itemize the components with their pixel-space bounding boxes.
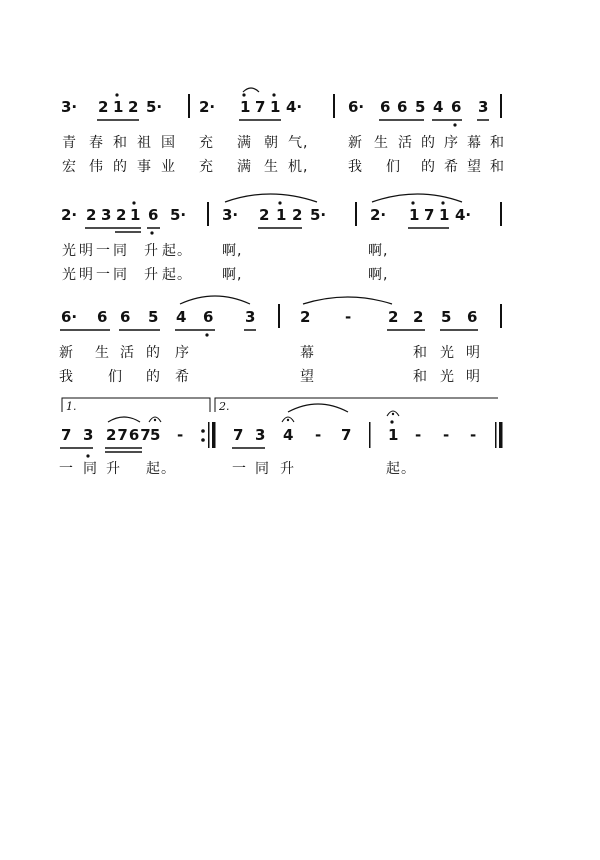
lyric: 明 <box>466 369 481 385</box>
volta-2-label: 2. <box>219 400 230 413</box>
note: 6 <box>451 98 462 116</box>
lyric: 生 <box>95 345 110 361</box>
lyric: 同 <box>113 243 128 259</box>
lyric: 生 <box>264 159 279 175</box>
lyric: 明 <box>466 345 481 361</box>
note: 2 <box>86 206 97 224</box>
lyric: 业 <box>161 159 176 175</box>
note: 5· <box>170 206 187 224</box>
lyric: 升 <box>144 267 159 283</box>
lyric: 伟 <box>89 159 104 175</box>
lyric: 同 <box>255 461 270 477</box>
score-system-2 <box>0 206 600 296</box>
lyric: 起。 <box>146 461 176 477</box>
lyric: 的 <box>421 159 436 175</box>
barline <box>333 94 335 118</box>
lyric: 充 <box>199 135 214 151</box>
note: 5· <box>310 206 327 224</box>
lyric: 活 <box>120 345 135 361</box>
lyric: 起。 <box>162 267 192 283</box>
barline <box>500 94 502 118</box>
lyric: 升 <box>106 461 121 477</box>
note: 4· <box>286 98 303 116</box>
note: 6 <box>97 308 108 326</box>
barline <box>355 202 357 226</box>
lyrics-verse-1 <box>0 342 600 362</box>
lyric: 新 <box>348 135 363 151</box>
note: 7 <box>61 426 72 444</box>
lyric: 起。 <box>386 461 416 477</box>
note: 2 <box>116 206 127 224</box>
note: 1 <box>113 98 124 116</box>
lyric: 朝 <box>264 135 279 151</box>
barline <box>188 94 190 118</box>
lyric: 啊, <box>368 243 389 259</box>
note: 1 <box>439 206 450 224</box>
note: 3· <box>61 98 78 116</box>
lyrics-verse-1 <box>0 240 600 260</box>
note: 4· <box>455 206 472 224</box>
lyric: 我 <box>59 369 74 385</box>
lyric: 新 <box>59 345 74 361</box>
lyric: 同 <box>113 267 128 283</box>
note: 2 <box>128 98 139 116</box>
lyric: 祖 <box>137 135 152 151</box>
lyric: 满 <box>237 159 252 175</box>
note: 2 <box>98 98 109 116</box>
lyric: 起。 <box>162 243 192 259</box>
note: 2· <box>370 206 387 224</box>
note: 7 <box>424 206 435 224</box>
lyric: 和 <box>413 369 428 385</box>
lyric: 幕 <box>300 345 315 361</box>
note: - <box>177 426 184 444</box>
lyric: 们 <box>386 159 401 175</box>
note: 4 <box>176 308 187 326</box>
note: 4 <box>283 426 294 444</box>
score-system-4 <box>0 398 600 488</box>
lyric: 的 <box>146 345 161 361</box>
note: 2 <box>300 308 311 326</box>
barline <box>278 304 280 328</box>
lyric: 啊, <box>222 243 243 259</box>
note: 6· <box>61 308 78 326</box>
note: 3 <box>83 426 94 444</box>
lyric: 望 <box>467 159 482 175</box>
lyric: 青 <box>62 135 77 151</box>
lyric: 的 <box>146 369 161 385</box>
note: 6 <box>148 206 159 224</box>
note: 1 <box>130 206 141 224</box>
note: 6 <box>467 308 478 326</box>
note: 6· <box>348 98 365 116</box>
lyric: 的 <box>113 159 128 175</box>
lyric: 充 <box>199 159 214 175</box>
lyric: 希 <box>444 159 459 175</box>
lyric: 国 <box>161 135 176 151</box>
lyric: 我 <box>348 159 363 175</box>
barline <box>500 304 502 328</box>
note: 5· <box>146 98 163 116</box>
note: 2 <box>388 308 399 326</box>
lyric: 一 <box>96 267 111 283</box>
lyric: 光 <box>440 345 455 361</box>
lyric: 一 <box>96 243 111 259</box>
lyric: 和 <box>413 345 428 361</box>
note: 2· <box>61 206 78 224</box>
lyrics-verse-2 <box>0 264 600 284</box>
note: 3 <box>101 206 112 224</box>
note: 6 <box>397 98 408 116</box>
note: 5 <box>148 308 159 326</box>
lyric: 希 <box>175 369 190 385</box>
lyric: 序 <box>444 135 459 151</box>
lyric: 活 <box>398 135 413 151</box>
lyric: 一 <box>59 461 74 477</box>
score-system-1 <box>0 98 600 188</box>
volta-1-label: 1. <box>66 400 77 413</box>
note: 1 <box>270 98 281 116</box>
lyric: 啊, <box>368 267 389 283</box>
note: 6 <box>120 308 131 326</box>
note: 5 <box>441 308 452 326</box>
lyric: 啊, <box>222 267 243 283</box>
note: - <box>470 426 477 444</box>
lyric: 升 <box>280 461 295 477</box>
lyric: 光 <box>440 369 455 385</box>
note: - <box>315 426 322 444</box>
lyric: 满 <box>237 135 252 151</box>
lyric: 升 <box>144 243 159 259</box>
note: 3· <box>222 206 239 224</box>
note: - <box>345 308 352 326</box>
lyric: 春 <box>89 135 104 151</box>
note: 1 <box>240 98 251 116</box>
lyric: 望 <box>300 369 315 385</box>
note: 3 <box>245 308 256 326</box>
lyric: 气, <box>288 135 309 151</box>
lyric: 和 <box>490 135 505 151</box>
lyric: 的 <box>421 135 436 151</box>
barline <box>207 202 209 226</box>
lyric: 明 <box>79 267 94 283</box>
note: 7 <box>255 98 266 116</box>
note: 7 <box>341 426 352 444</box>
note: 2 <box>413 308 424 326</box>
lyrics-verse-2 <box>0 366 600 386</box>
note: 6 <box>380 98 391 116</box>
barline <box>500 202 502 226</box>
lyric: 一 <box>232 461 247 477</box>
lyric: 宏 <box>62 159 77 175</box>
note: 5 <box>150 426 161 444</box>
note: - <box>415 426 422 444</box>
note: 2 <box>292 206 303 224</box>
lyric: 们 <box>108 369 123 385</box>
note: 2· <box>199 98 216 116</box>
note: 2 <box>259 206 270 224</box>
lyric: 幕 <box>467 135 482 151</box>
lyric: 和 <box>113 135 128 151</box>
note: 7 <box>233 426 244 444</box>
note: 3 <box>478 98 489 116</box>
note: 2767 <box>106 426 152 444</box>
score-system-3 <box>0 308 600 398</box>
note: 1 <box>388 426 399 444</box>
note: - <box>443 426 450 444</box>
lyrics-verse-2 <box>0 156 600 176</box>
lyrics-verse-1 <box>0 132 600 152</box>
note: 5 <box>415 98 426 116</box>
note: 3 <box>255 426 266 444</box>
lyric: 光 <box>62 243 77 259</box>
note: 6 <box>203 308 214 326</box>
lyric: 事 <box>137 159 152 175</box>
lyric: 机, <box>288 159 309 175</box>
note: 1 <box>276 206 287 224</box>
lyric: 同 <box>83 461 98 477</box>
note: 4 <box>433 98 444 116</box>
lyrics-verse-1 <box>0 458 600 478</box>
lyric: 序 <box>175 345 190 361</box>
lyric: 生 <box>374 135 389 151</box>
lyric: 和 <box>490 159 505 175</box>
note: 1 <box>409 206 420 224</box>
lyric: 明 <box>79 243 94 259</box>
lyric: 光 <box>62 267 77 283</box>
